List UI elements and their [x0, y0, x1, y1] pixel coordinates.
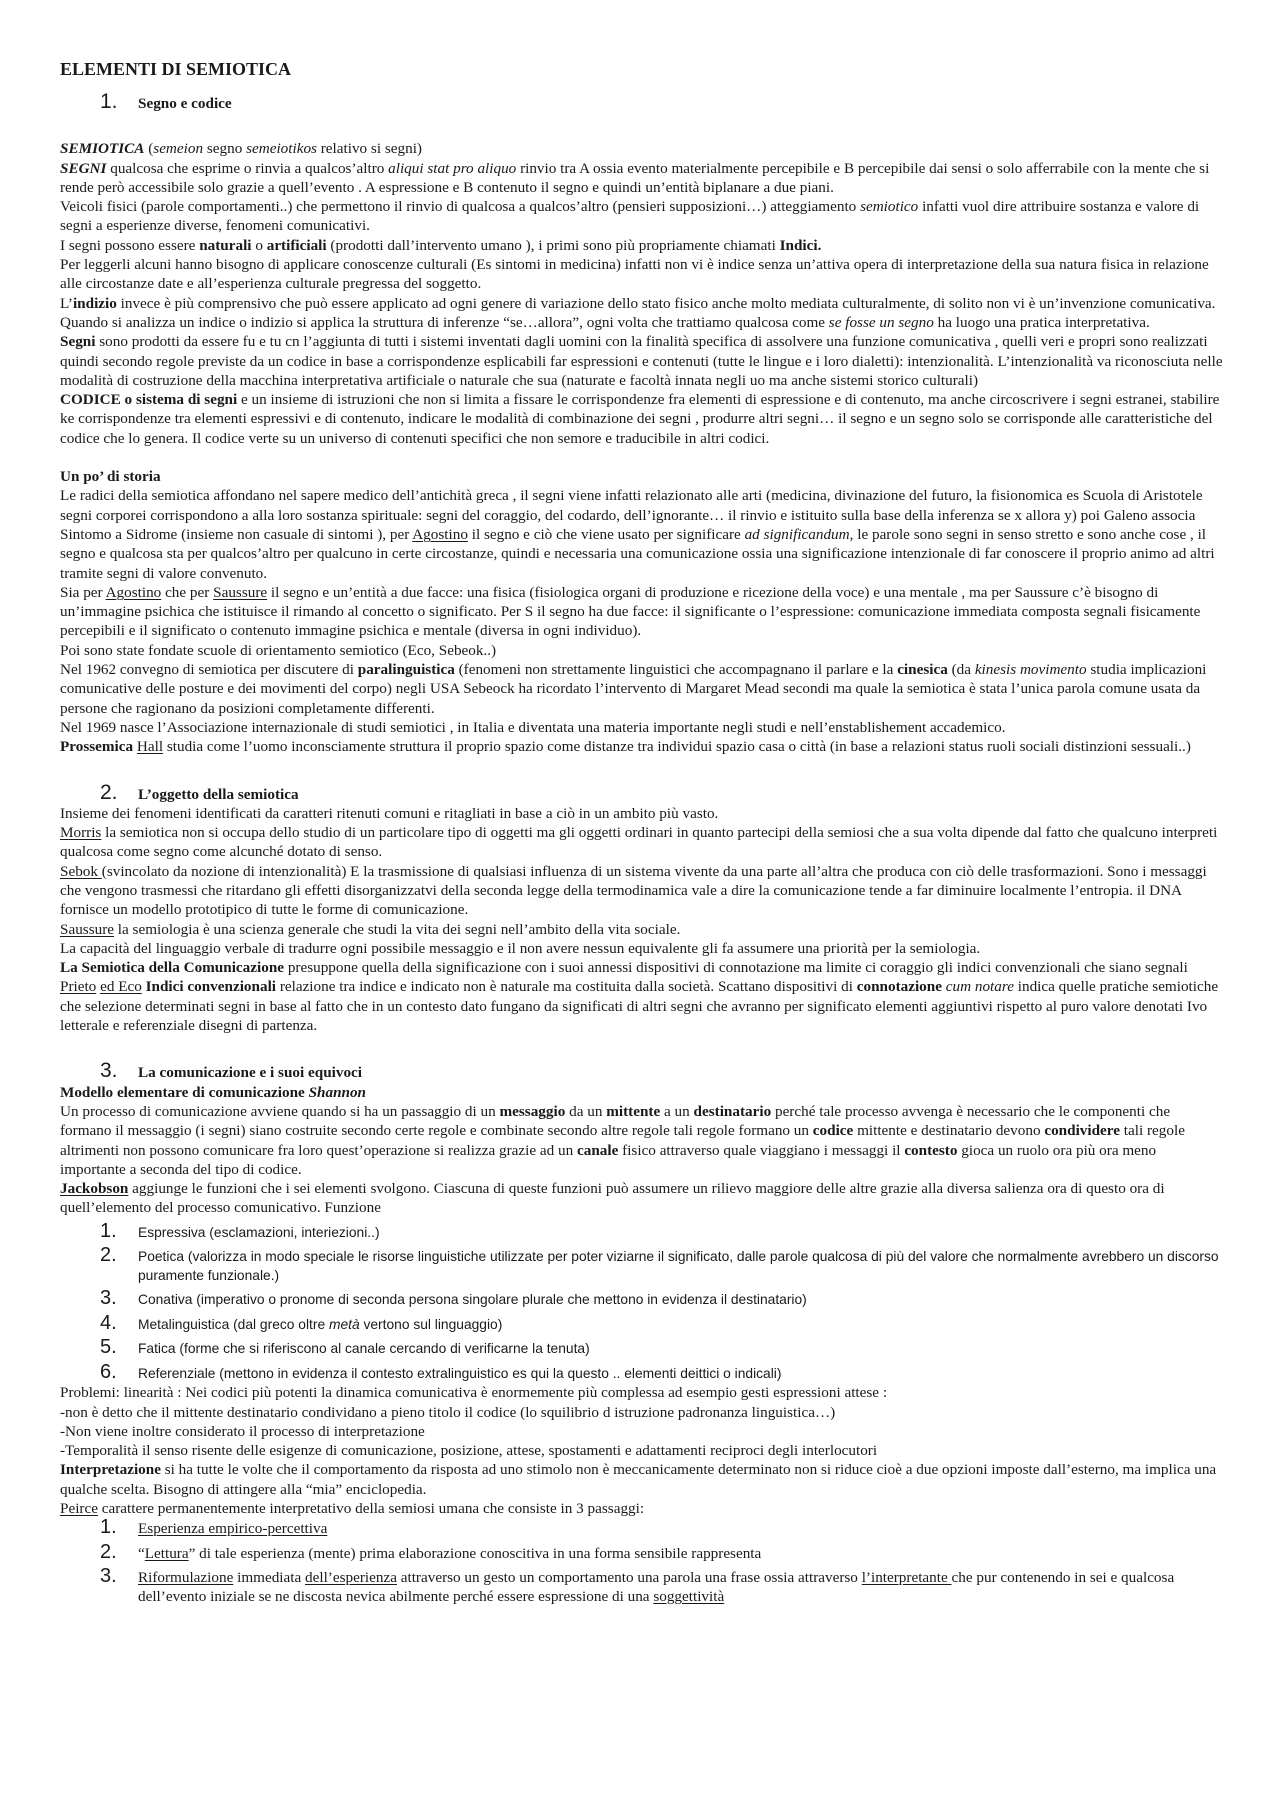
section-number: 1. [100, 90, 118, 113]
paragraph: Saussure la semiologia è una scienza generale che studi la vita dei segni nell’ambito della vita sociale. [60, 920, 681, 938]
subsection-heading: Modello elementare di comunicazione Shannon [60, 1083, 366, 1101]
paragraph: Segni sono prodotti da essere fu e tu cn l’aggiunta di tutti i sistemi inventati dagli uomini con la finalità specifica di assolvere una funzione comunicativa , quelli veri e propri sono realizzati quindi secondo regole previste da un codice in base a corrispondenze esplicabili far espressioni e contenuti (tutte le lingue e i loro dialetti): intenzionalità. L’intenzionalità va riconosciuta nelle modalità di costruzione della macchina interpretativa artificiale o naturale che sua (naturate e facoltà innata negli uo ma anche sistemi storico culturali) [60, 333, 1223, 389]
paragraph: L’indizio invece è più comprensivo che può essere applicato ad ogni genere di variazione dello stato fisico anche molto mediata culturalmente, di solito non vi è un’invenzione comunicativa. [60, 294, 1216, 312]
subsection-heading: Un po’ di storia [60, 468, 161, 486]
document [60, 58, 1225, 1610]
list-item: 4. Metalinguistica (dal greco oltre metà vertono sul linguaggio) [100, 1311, 503, 1334]
paragraph: SEGNI qualcosa che esprime o rinvia a qualcos’altro aliqui stat pro aliquo rinvio tra A ossia evento materialmente percepibile e B percepibile dai sensi o solo afferrabile con la mente che si rende però accessibile solo grazie a quell’evento . A espressione e B contenuto il segno e quindi un’entità biplanare a due piani. [60, 159, 1210, 196]
paragraph: Prossemica Hall studia come l’uomo inconsciamente struttura il proprio spazio come distanze tra individui spazio casa o città (in base a relazioni status ruoli sociali distinzioni sessuali..) [60, 738, 1191, 756]
section-number: 3. [100, 1059, 118, 1083]
paragraph: Sia per Agostino che per Saussure il segno e un’entità a due facce: una fisica (fisiologica organi di produzione e ricezione della voce) e una mentale , ma per Saussure c’è bisogno di un’immagine psichica che istituisce il rimando al concetto o significato. Per S il segno ha due facce: il significante o l’espressione: comunicazione immediata composta segnali fisicamente percepibili e il significato o contenuto immagine psichica e mentale (diversa in ogni individuo). [60, 583, 1201, 640]
paragraph: Interpretazione si ha tutte le volte che il comportamento da risposta ad uno stimolo non è meccanicamente determinato non si riduce cioè a due opzioni imposte dall’esterno, ma implica una qualche scelta. Bisogno di attingere alla “mia” enciclopedia. [60, 1461, 1217, 1498]
paragraph: Le radici della semiotica affondano nel sapere medico dell’antichità greca , il segni viene infatti relazionato alle arti (medicina, divinazione del futuro, la fisionomica es Scuola di Aristotele segni corporei corrispondono a alla loro sostanza spirituale: segni del coraggio, del codardo, dell’ignorante… il rinvio e istituito sulla base della inferenza se x allora y) poi Galeno associa Sintomo a Sidrome (insieme non casuale di sintomi ), per Agostino il segno e ciò che viene usato per significare ad significandum, le parole sono segni in senso stretto e sono anche cose , il segno e qualcosa sta per qualcos’altro per qualcuno in certe circostanze, quindi e necessaria una comunicazione ossia una significazione intenzionale di far conoscere il proprio animo ad altri tramite segni di valore convenuto. [60, 487, 1215, 582]
paragraph: -non è detto che il mittente destinatario condividano a pieno titolo il codice (lo squilibrio d istruzione padronanza linguistica…) [60, 1403, 836, 1421]
list-item: 1. Espressiva (esclamazioni, interiezioni..) [100, 1219, 380, 1242]
paragraph: Veicoli fisici (parole comportamenti..) che permettono il rinvio di qualcosa a qualcos’altro (pensieri supposizioni…) atteggiamento semiotico infatti vuol dire attribuire sostanza e valore di segni a esperienze diverse, fenomeni comunicativi. [60, 198, 1200, 235]
list-item: 5. Fatica (forme che si riferiscono al canale cercando di verificarne la tenuta) [100, 1336, 590, 1359]
list-item: 1. Esperienza empirico-percettiva [100, 1516, 328, 1539]
list-item: 3. Riformulazione immediata dell’esperienza attraverso un gesto un comportamento una parola una frase ossia attraverso l’interpretante che pur contenendo in sei e qualcosa dell’evento iniziale se ne discosta nevica abilmente perché essere espressione di una soggettività [100, 1565, 1175, 1605]
list-item: 6. Referenziale (mettono in evidenza il contesto extralinguistico es qui la questo .. elementi deittici o indicali) [100, 1360, 782, 1383]
section-1-heading [100, 92, 1225, 113]
paragraph: Peirce carattere permanentemente interpretativo della semiosi umana che consiste in 3 passaggi: [60, 1500, 645, 1518]
section-3-heading [100, 1061, 1225, 1082]
list-item: 2. Poetica (valorizza in modo speciale le risorse linguistiche utilizzate per poter viziarne il significato, dalle parole qualcosa di più del valore che normalmente avrebbero un discorso puramente funzionale.) [100, 1244, 1219, 1283]
section-number: 2. [100, 780, 118, 804]
paragraph: La Semiotica della Comunicazione presuppone quella della significazione con i suoi annessi dispositivi di connotazione ma limite ci coraggio gli indici convenzionali che siano segnali Prieto ed Eco Indici convenzionali relazione tra indice e indicato non è naturale ma costituita dalla società. Scattano dispositivi di connotazione cum notare indica quelle pratiche semiotiche che selezione determinati segni in base al fatto che in un contesto dato fungano da significati di altri segni che avranno per significato elementi aggiuntivi rispetto al puro valore denotati Ivo letterale e referenziale disegni di partenza. [60, 959, 1219, 1035]
paragraph: CODICE o sistema di segni e un insieme di istruzioni che non si limita a fissare le corrispondenze fra elementi di espressione e di contenuto, ma anche circoscrivere i segni estranei, stabilire ke corrispondenze tra elementi espressivi e di contenuto, indicare le modalità di combinazione dei segni , produrre altri segni… il segno e un segno solo se corrisponde alle caratteristiche del codice che lo genera. Il codice verte su un universo di contenuti specifici che non semore e traducibile in altri codici. [60, 391, 1220, 447]
paragraph: Un processo di comunicazione avviene quando si ha un passaggio di un messaggio da un mittente a un destinatario perché tale processo avvenga è necessario che le componenti che formano il messaggio (i segni) siano costruite secondo certe regole e combinate secondo altre regole tali regole formano un codice mittente e destinatario devono condividere tali regole altrimenti non possono comunicare fra loro quest’operazione si realizza grazie ad un canale fisico attraverso quale viaggiano i messaggi il contesto gioca un ruolo ora più ora meno importante a seconda del tipo di codice. [60, 1102, 1185, 1178]
document-title: ELEMENTI DI SEMIOTICA [60, 59, 292, 79]
paragraph: Sebok (svincolato da nozione di intenzionalità) E la trasmissione di qualsiasi influenza di un sistema vivente da una parte all’altra che produca con ciò delle trasformazioni. Sono i messaggi che vengono trasmessi che ritardano gli effetti disorganizzatvi della seconda legge della termodinamica vale a dire la comunicazione tende a far diminuire localmente l’entropia. il DNA fornisce un modello prototipico di tutte le forme di comunicazione. [60, 862, 1207, 919]
paragraph: SEMIOTICA (semeion segno semeiotikos relativo si segni) [60, 140, 422, 158]
paragraph: Nel 1962 convegno di semiotica per discutere di paralinguistica (fenomeni non strettamente linguistici che accompagnano il parlare e la cinesica (da kinesis movimento studia implicazioni comunicative delle posture e dei movimenti del corpo) negli USA Sebeock ha ricordato l’intervento di Margaret Mead secondi ma quale la semiotica è stata l’unica parola comune usata da persone che ragionano da posizioni completamente differenti. [60, 661, 1207, 717]
paragraph: -Non viene inoltre considerato il processo di interpretazione [60, 1422, 425, 1440]
paragraph: La capacità del linguaggio verbale di tradurre ogni possibile messaggio e il non avere nessun equivalente gli fa assumere una priorità per la semiologia. [60, 939, 981, 957]
paragraph: Jackobson aggiunge le funzioni che i sei elementi svolgono. Ciascuna di queste funzioni può assumere un rilievo maggiore delle altre grazie alla diversa salienza ora di questo ora di quell’elemento del processo comunicativo. Funzione [60, 1180, 1165, 1217]
paragraph: -Temporalità il senso risente delle esigenze di comunicazione, posizione, attese, spostamenti e adattamenti reciproci degli interlocutori [60, 1442, 878, 1460]
functions-list [60, 1219, 1225, 1384]
section-title: L’oggetto della semiotica [138, 785, 299, 803]
paragraph: Poi sono state fondate scuole di orientamento semiotico (Eco, Sebeok..) [60, 641, 497, 659]
paragraph: Quando si analizza un indice o indizio si applica la struttura di inferenze “se…allora”, ogni volta che trattiamo qualcosa come se fosse un segno ha luogo una pratica interpretativa. [60, 313, 1150, 331]
paragraph: I segni possono essere naturali o artificiali (prodotti dall’intervento umano ), i primi sono più propriamente chiamati Indici. [60, 236, 822, 254]
section-title: Segno e codice [138, 95, 232, 112]
peirce-list [60, 1518, 1225, 1606]
paragraph: Insieme dei fenomeni identificati da caratteri ritenuti comuni e ritagliati in base a ciò in un ambito più vasto. [60, 804, 719, 822]
section-title: La comunicazione e i suoi equivoci [138, 1064, 363, 1082]
paragraph: Morris la semiotica non si occupa dello studio di un particolare tipo di oggetti ma gli oggetti ordinari in quanto partecipi della semiosi che a sua volta dipende dal fatto che qualcuno interpreti qualcosa come segno come alcunché dotato di senso. [60, 824, 1218, 861]
list-item: 3. Conativa (imperativo o pronome di seconda persona singolare plurale che mettono in evidenza il destinatario) [100, 1287, 807, 1310]
section-2-heading [100, 780, 1225, 804]
paragraph: Problemi: linearità : Nei codici più potenti la dinamica comunicativa è enormemente più complessa ad esempio gesti espressioni attese : [60, 1384, 888, 1402]
paragraph: Nel 1969 nasce l’Associazione internazionale di studi semiotici , in Italia e diventata una materia importante negli studi e nell’enstablishement accademico. [60, 718, 1006, 736]
list-item: 2. “Lettura” di tale esperienza (mente) prima elaborazione conoscitiva in una forma sensibile rappresenta [100, 1540, 762, 1563]
paragraph: Per leggerli alcuni hanno bisogno di applicare conoscenze culturali (Es sintomi in medicina) infatti non vi è indice senza un’attiva opera di interpretazione della sua natura fisica in relazione alle circostanze date e all’esperienza culturale pregressa del soggetto. [60, 256, 1209, 293]
